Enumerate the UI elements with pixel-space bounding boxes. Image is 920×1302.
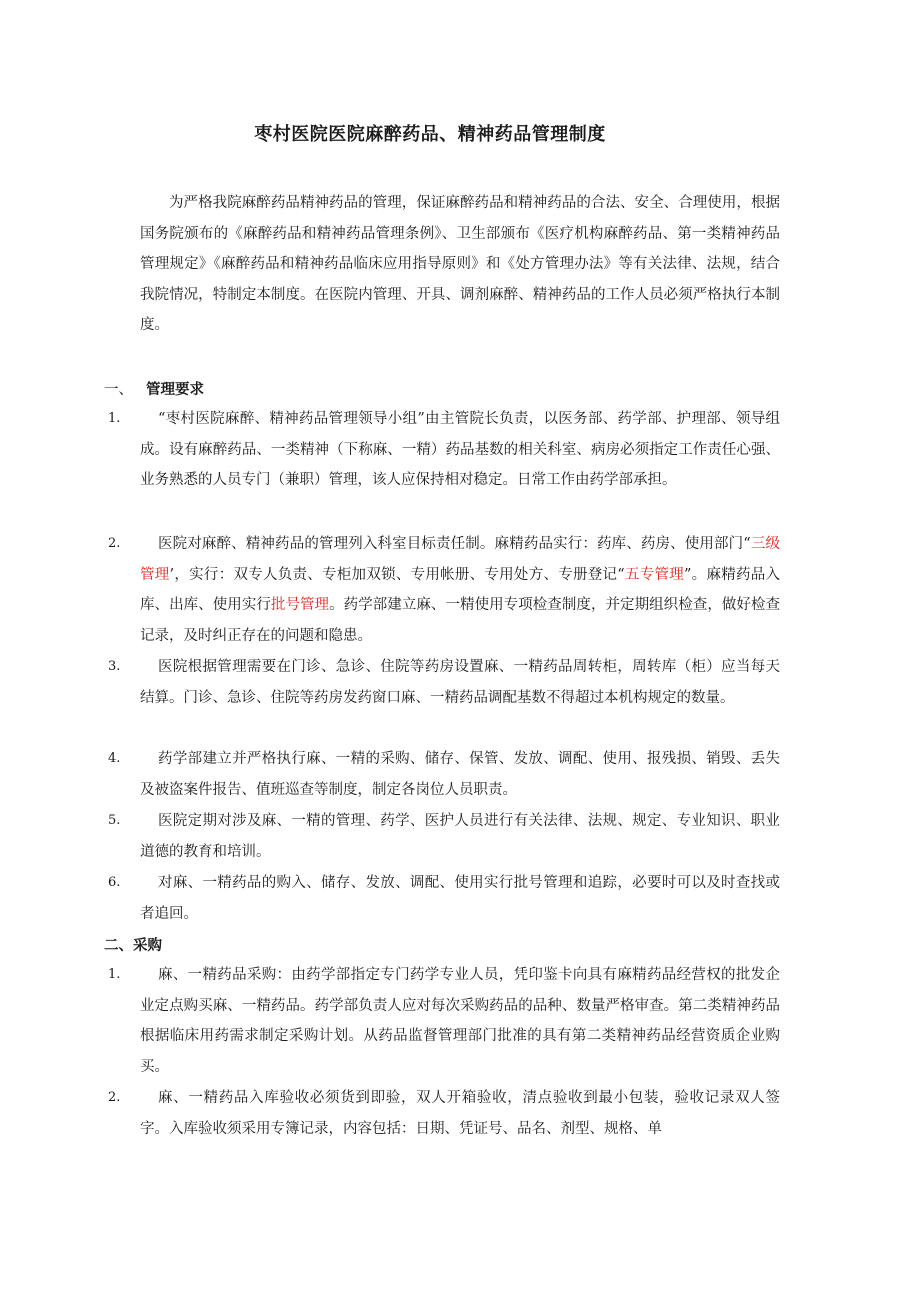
highlight-three-level: 三级管理 <box>140 536 780 583</box>
item-text: 医院根据管理需要在门诊、急诊、住院等药房设置麻、一精药品周转柜，周转库（柜）应当每天结算。门诊、急诊、住院等药房发药窗口麻、一精药品调配基数不得超过本机构规定的数量。 <box>140 659 780 706</box>
item-number: 2. <box>108 1090 121 1105</box>
item-number: 3. <box>108 659 121 674</box>
highlight-five-special: 五专管理 <box>624 566 684 583</box>
list-item <box>108 868 780 929</box>
item-text: 麻、一精药品采购：由药学部指定专门药学专业人员，凭印鉴卡向具有麻精药品经营权的批发企业定点购买麻、一精药品。药学部负责人应对每次采购药品的品种、数量严格审查。第二类精神药品根据临床用药需求制定采购计划。从药品监督管理部门批准的具有第二类精神药品经营资质企业购买。 <box>140 967 780 1075</box>
item-text: 麻、一精药品入库验收必须货到即验，双人开箱验收，清点验收到最小包装，验收记录双人签字。入库验收须采用专簿记录，内容包括：日期、凭证号、品名、剂型、规格、单 <box>140 1090 780 1137</box>
item-text: 药学部建立并严格执行麻、一精的采购、储存、保管、发放、调配、使用、报残损、销毁、丢失及被盗案件报告、值班巡查等制度，制定各岗位人员职责。 <box>140 751 780 798</box>
list-item <box>108 960 780 1082</box>
item-number: 5. <box>108 813 121 828</box>
item-text: 医院对麻醉、精神药品的管理列入科室目标责任制。麻精药品实行：药库、药房、使用部门“三级管理’，实行：双专人负责、专柜加双锁、专用帐册、专用处方、专册登记“五专管理”。麻精药品入库、出库、使用实行批号管理。药学部建立麻、一精使用专项检查制度，并定期组织检查，做好检查记录，及时纠正存在的问题和隐患。 <box>140 536 781 644</box>
item-number: 4. <box>108 751 121 766</box>
section-number: 一、 <box>104 382 133 398</box>
item-text: 医院定期对涉及麻、一精的管理、药学、医护人员进行有关法律、法规、规定、专业知识、职业道德的教育和培训。 <box>140 813 780 860</box>
list-item <box>108 652 780 713</box>
section-title: 管理要求 <box>146 382 204 398</box>
document-title: 枣村医院医院麻醉药品、精神药品管理制度 <box>254 124 606 145</box>
item-number: 1. <box>108 411 121 426</box>
list-item <box>108 806 780 867</box>
section-heading-purchase: 二、采购 <box>104 938 162 954</box>
item-text: 对麻、一精药品的购入、储存、发放、调配、使用实行批号管理和追踪，必要时可以及时查找或者追回。 <box>140 875 780 922</box>
item-text: “枣村医院麻醉、精神药品管理领导小组”由主管院长负责，以医务部、药学部、护理部、领导组成。设有麻醉药品、一类精神（下称麻、一精）药品基数的相关科室、病房必须指定工作责任心强、业务熟悉的人员专门（兼职）管理，该人应保持相对稳定。日常工作由药学部承担。 <box>140 411 780 488</box>
list-item <box>108 744 780 805</box>
list-item <box>108 404 780 496</box>
list-item <box>108 1083 780 1144</box>
item-number: 2. <box>108 536 121 551</box>
intro-paragraph: 为严格我院麻醉药品精神药品的管理，保证麻醉药品和精神药品的合法、安全、合理使用，根据国务院颁布的《麻醉药品和精神药品管理条例》、卫生部颁布《医疗机构麻醉药品、第一类精神药品管理规定》《麻醉药品和精神药品临床应用指导原则》和《处方管理办法》等有关法律、法规，结合我院情况，特制定本制度。在医院内管理、开具、调剂麻醉、精神药品的工作人员必须严格执行本制度。 <box>140 195 780 333</box>
highlight-batch: 批号管理 <box>270 597 330 613</box>
section-heading-management <box>104 378 204 399</box>
item-number: 6. <box>108 875 121 890</box>
list-item <box>108 529 780 651</box>
item-number: 1. <box>108 967 121 982</box>
